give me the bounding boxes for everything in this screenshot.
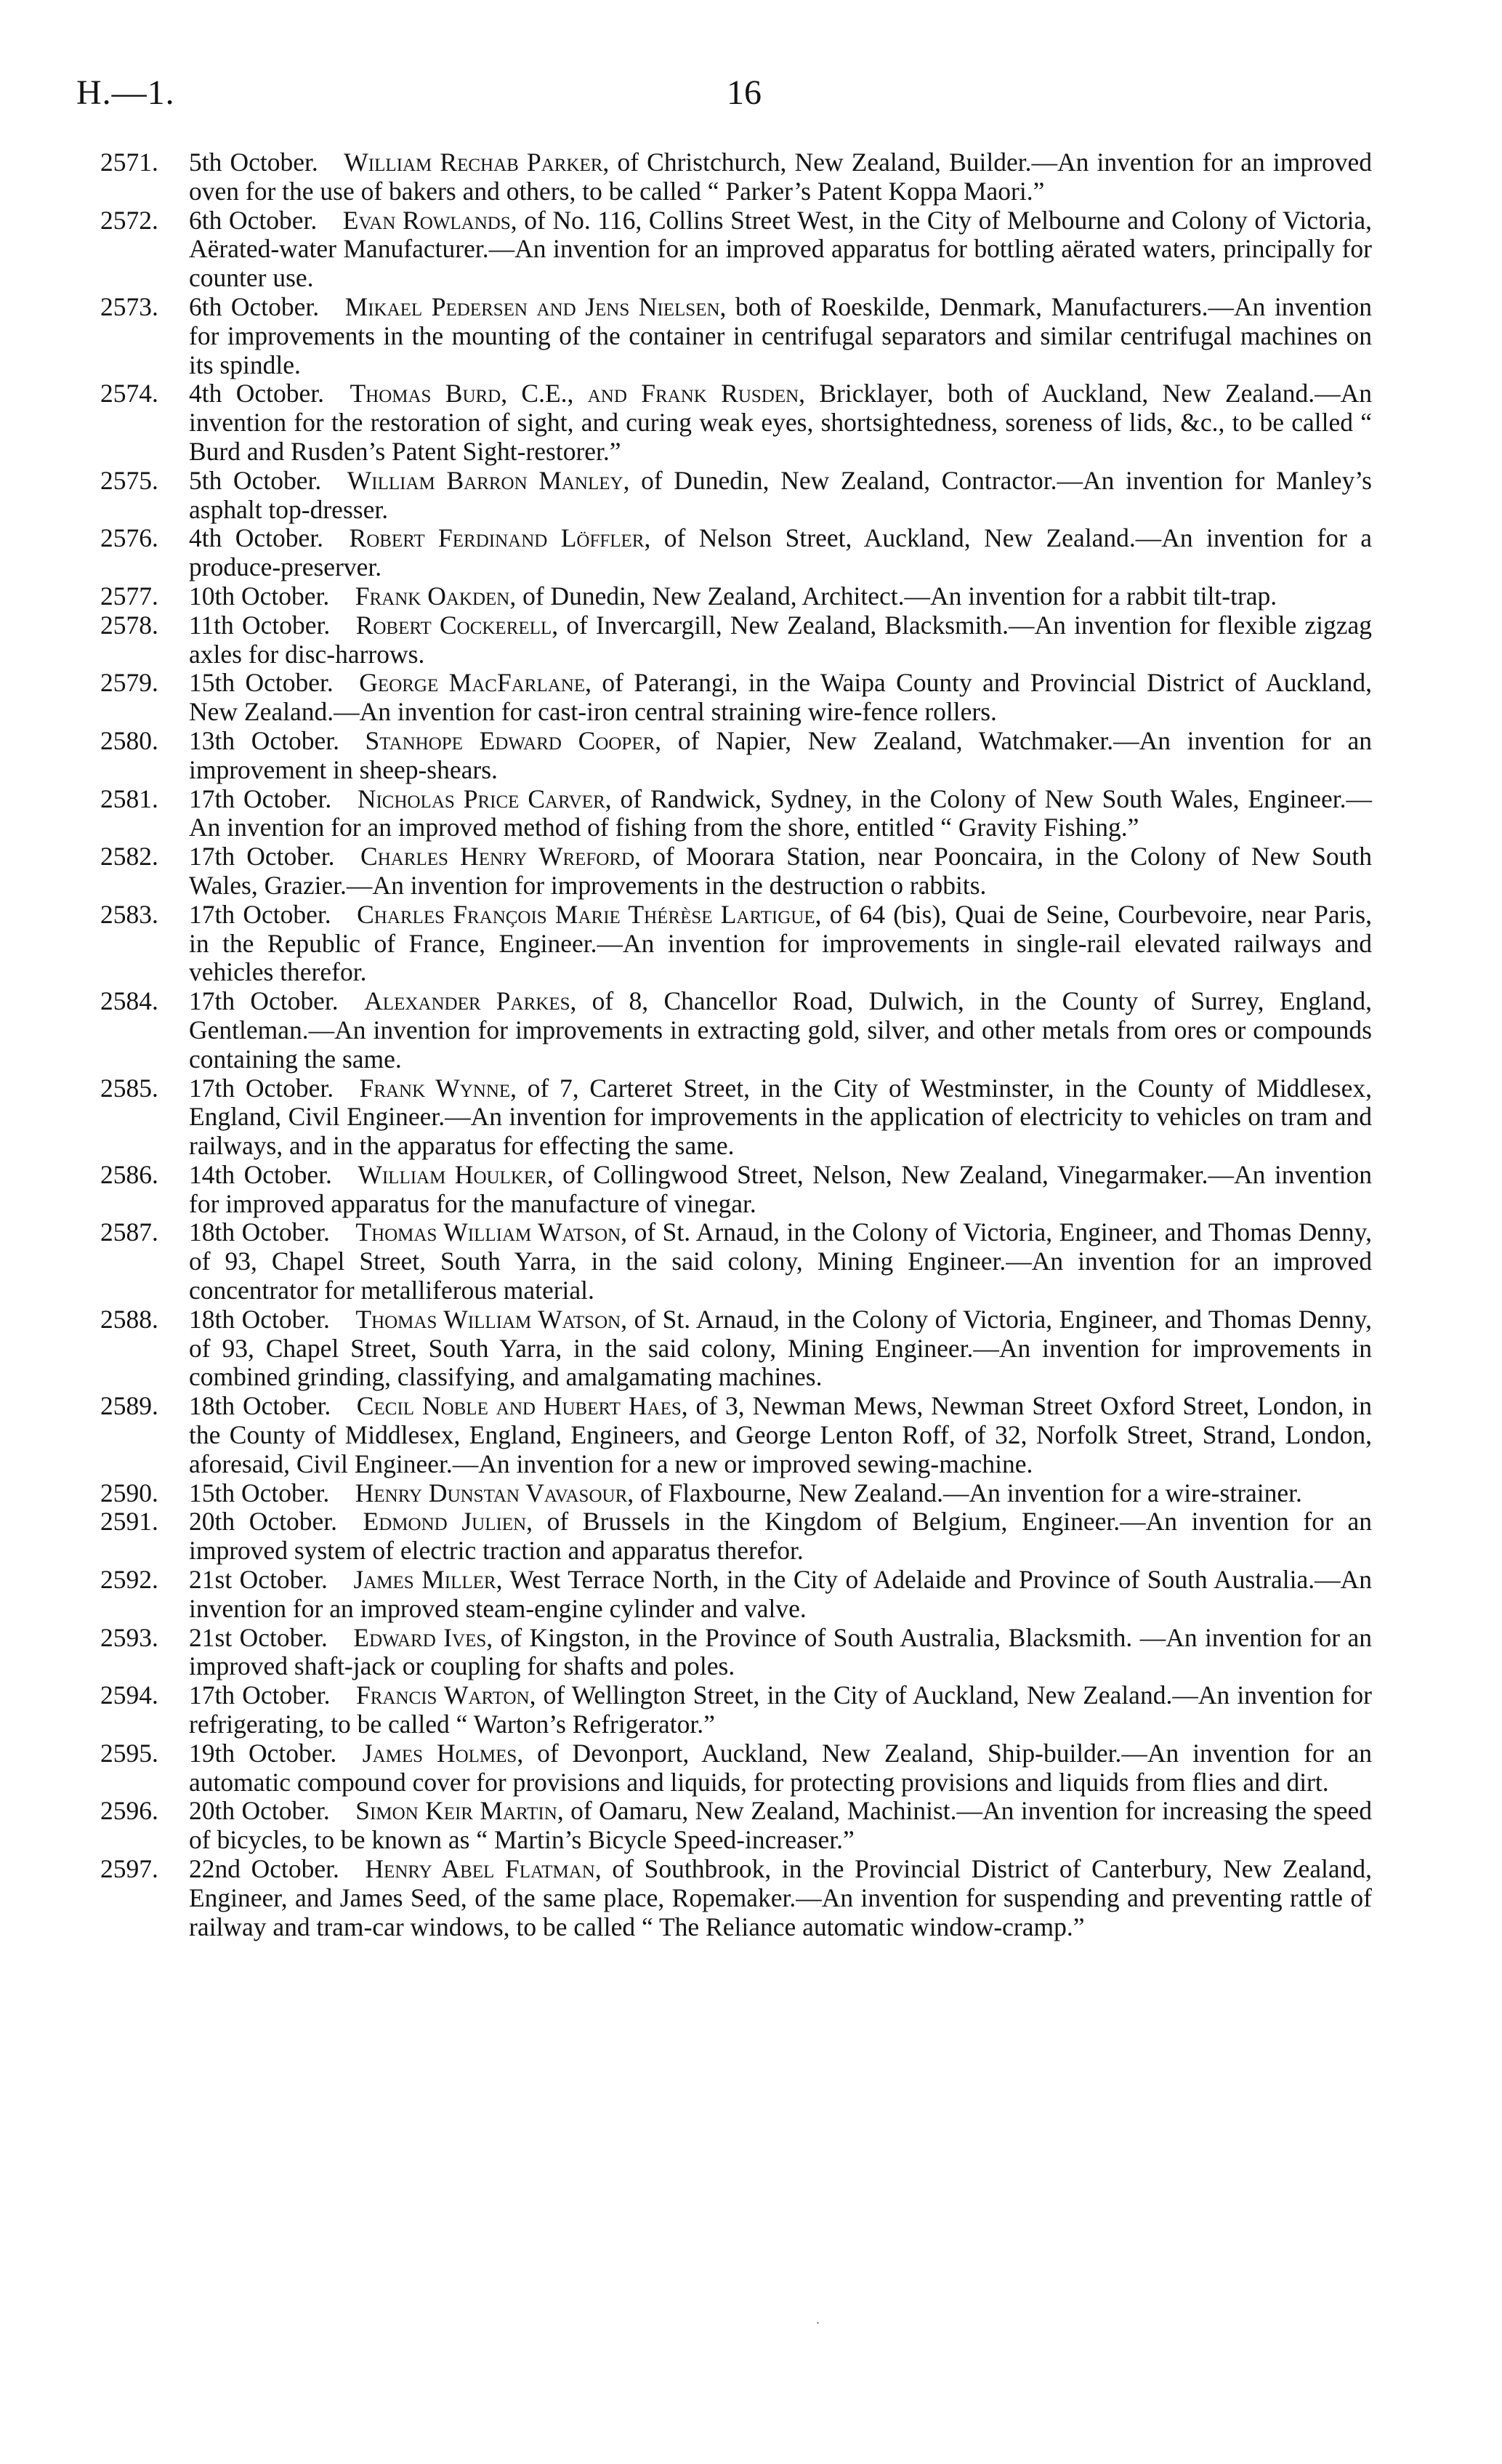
entry-number: 2591. [100,1507,158,1537]
entry-date: 6th October. [189,205,318,235]
entry-date: 17th October. [189,842,335,871]
entry-date: 18th October. [189,1391,331,1421]
entry-text: , of Collingwood Street, Nelson, New Zealand, Vinegarmaker.—An invention for improved apparatus for the manufacture of vinegar. [189,1159,1372,1218]
entry-number: 2592. [100,1565,158,1595]
entry-number: 2574. [100,379,158,408]
patent-entry [100,1681,1372,1739]
entry-applicants: Simon Keir Martin [355,1796,557,1826]
entry-applicants: Mikael Pedersen and Jens Nielsen [344,291,720,321]
entry-applicants: Charles François Marie Thérèse Lartigue [357,899,815,929]
entry-date: 20th October. [189,1507,338,1537]
entry-applicants: Frank Oakden [355,581,510,611]
patent-entry [100,582,1372,611]
entry-number: 2586. [100,1159,158,1189]
entry-number: 2577. [100,581,158,611]
entry-number: 2596. [100,1796,158,1826]
patent-entry [100,293,1372,379]
patent-entry [100,1479,1372,1508]
patent-entry [100,1305,1372,1392]
entry-number: 2589. [100,1391,158,1421]
entry-date: 10th October. [189,581,330,611]
entry-date: 17th October. [189,784,332,813]
patent-entry [100,1507,1372,1566]
entry-number: 2583. [100,899,158,929]
patent-entry [100,611,1372,669]
entry-applicants: Thomas William Watson [355,1217,621,1247]
entry-number: 2575. [100,465,158,495]
entry-text: , of 7, Carteret Street, in the City of Westminster, in the County of Middlesex, England, Civil Engineer.—An invention for improvements in the application of electricity to vehicles on tram and railways, and in the apparatus for effecting the same. [189,1073,1372,1161]
patent-entry [100,1566,1372,1624]
patent-entry [100,1797,1372,1855]
entry-applicants: George MacFarlane [359,668,586,698]
entry-number: 2579. [100,668,158,698]
patent-entry [100,1392,1372,1478]
document-reference: H.—1. [76,73,175,112]
patent-entry [100,148,1372,206]
entry-applicants: Robert Ferdinand Löffler [349,523,645,553]
entry-text: , of Wellington Street, in the City of Auckland, New Zealand.—An invention for refrigerating, to be called “ Warton’s Refrigerator.” [189,1680,1372,1739]
entry-number: 2582. [100,842,158,871]
entry-text: , of Moorara Station, near Pooncaira, in the Colony of New South Wales, Grazier.—An invention for improvements in the destruction o rabbits. [189,842,1372,900]
patent-entry [100,727,1372,785]
entry-date: 18th October. [189,1217,330,1247]
entry-text: , of Flaxbourne, New Zealand.—An invention for a wire-strainer. [627,1478,1302,1507]
entry-number: 2585. [100,1073,158,1103]
entry-date: 14th October. [189,1159,332,1189]
patent-entry [100,1624,1372,1682]
entry-applicants: Frank Wynne [359,1073,511,1103]
entry-number: 2580. [100,725,158,755]
entry-applicants: William Houlker [358,1159,547,1189]
entry-text: , of 3, Newman Mews, Newman Street Oxford Street, London, in the County of Middlesex, England, Engineers, and George Lenton Roff, of 32, Norfolk Street, Strand, London, aforesaid, Civil Engineer.—An invention for a new or improved sewing-machine. [189,1391,1372,1478]
entry-text: , of Dunedin, New Zealand, Contractor.—An invention for Manley’s asphalt top-dresser. [189,465,1372,524]
entry-applicants: Edmond Julien [363,1507,527,1537]
entry-number: 2576. [100,523,158,553]
entry-number: 2594. [100,1680,158,1710]
entry-applicants: Henry Abel Flatman [365,1854,595,1884]
patent-entry [100,1855,1372,1941]
entry-date: 17th October. [189,986,339,1016]
entry-date: 20th October. [189,1796,330,1826]
entry-text: , of St. Arnaud, in the Colony of Victoria, Engineer, and Thomas Denny, of 93, Chapel Street, South Yarra, in the said colony, Mining Engineer.—An invention for improvements in combined grinding, classifying, and amalgamating machines. [189,1304,1372,1392]
entry-text: , of Dunedin, New Zealand, Architect.—An invention for a rabbit tilt-trap. [509,581,1277,611]
entry-date: 21st October. [189,1565,328,1595]
entry-text: , of Brussels in the Kingdom of Belgium, Engineer.—An invention for an improved system of electric traction and apparatus therefor. [189,1507,1373,1566]
page-header [76,73,1384,131]
patent-entry [100,1074,1372,1161]
entry-date: 21st October. [189,1622,328,1652]
entry-date: 15th October. [189,1478,330,1507]
entry-text: , of Invercargill, New Zealand, Blacksmith.—An invention for flexible zigzag axles for disc-harrows. [189,610,1373,669]
entry-number: 2584. [100,986,158,1016]
entry-date: 4th October. [189,379,324,408]
entry-text: , West Terrace North, in the City of Adelaide and Province of South Australia.—An invention for an improved steam-engine cylinder and valve. [189,1565,1373,1623]
entry-applicants: Nicholas Price Carver [357,784,605,813]
entry-applicants: Evan Rowlands [342,205,511,235]
patent-entry [100,987,1372,1074]
entry-applicants: Edward Ives [353,1622,487,1652]
entry-text: , both of Roeskilde, Denmark, Manufacturers.—An invention for improvements in the mounting of the container in centrifugal separators and similar centrifugal machines on its spindle. [189,291,1372,379]
entry-text: , of No. 116, Collins Street West, in the City of Melbourne and Colony of Victoria, Aërated-water Manufacturer.—An invention for an improved apparatus for bottling aërated waters, principally for counter use. [189,205,1372,293]
entry-number: 2571. [100,148,158,177]
entry-date: 19th October. [189,1738,337,1768]
entry-applicants: James Miller [353,1565,496,1595]
entry-applicants: Charles Henry Wreford [360,842,635,871]
entry-date: 17th October. [189,1073,334,1103]
entry-date: 5th October. [189,465,322,495]
patent-entry [100,785,1372,843]
entry-applicants: Stanhope Edward Cooper [365,725,655,755]
entry-applicants: Thomas Burd, C.E., and Frank Rusden [350,379,799,408]
entry-applicants: William Barron Manley [347,465,623,495]
entry-applicants: Thomas William Watson [355,1304,621,1334]
entry-applicants: Robert Cockerell [355,610,552,640]
page-number: 16 [727,73,762,112]
entry-text: , of St. Arnaud, in the Colony of Victoria, Engineer, and Thomas Denny, of 93, Chapel Street, South Yarra, in the said colony, Mining Engineer.—An invention for an improved concentrator for metalliferous material. [189,1217,1372,1305]
entry-text: , of Devonport, Auckland, New Zealand, Ship-builder.—An invention for an automatic compound cover for provisions and liquids, for protecting provisions and liquids from flies and dirt. [189,1738,1372,1797]
entry-applicants: Alexander Parkes [364,986,570,1016]
entry-applicants: William Rechab Parker [344,148,603,177]
patent-entry [100,669,1372,727]
patent-entry [100,1739,1372,1797]
entry-date: 17th October. [189,899,331,929]
entry-number: 2581. [100,784,158,813]
entry-date: 11th October. [189,610,331,640]
patent-entry [100,206,1372,293]
entry-text: , of Nelson Street, Auckland, New Zealand.—An invention for a produce-preserver. [189,523,1373,582]
entry-date: 6th October. [189,291,320,321]
entry-text: , of 64 (bis), Quai de Seine, Courbevoire, near Paris, in the Republic of France, Engineer.—An invention for improvements in single-rail elevated railways and vehicles therefor. [189,899,1372,987]
entry-number: 2595. [100,1738,158,1768]
entry-applicants: Francis Warton [356,1680,530,1710]
entry-date: 22nd October. [189,1854,339,1884]
entry-date: 5th October. [189,148,318,177]
entry-number: 2593. [100,1622,158,1652]
entry-applicants: Cecil Noble and Hubert Haes [356,1391,682,1421]
patent-entry [100,842,1372,901]
footer-mark: . [816,2311,820,2327]
entry-text: , of Paterangi, in the Waipa County and Provincial District of Auckland, New Zealand.—An invention for cast-iron central straining wire-fence rollers. [189,668,1372,727]
entry-text: , of Napier, New Zealand, Watchmaker.—An invention for an improvement in sheep-shears. [189,725,1372,784]
entry-number: 2590. [100,1478,158,1507]
entry-number: 2573. [100,291,158,321]
entry-applicants: James Holmes [362,1738,517,1768]
patent-entry [100,467,1372,525]
entry-date: 4th October. [189,523,324,553]
patent-entry [100,524,1372,582]
entry-text: , of Oamaru, New Zealand, Machinist.—An invention for increasing the speed of bicycles, to be known as “ Martin’s Bicycle Speed-increaser.” [189,1796,1372,1855]
entry-date: 15th October. [189,668,334,698]
entry-number: 2587. [100,1217,158,1247]
entry-applicants: Henry Dunstan Vavasour [355,1478,628,1507]
entry-text: , of 8, Chancellor Road, Dulwich, in the County of Surrey, England, Gentleman.—An invention for improvements in extracting gold, silver, and other metals from ores or compounds containing the same. [189,986,1373,1074]
entry-text: , Bricklayer, both of Auckland, New Zealand.—An invention for the restoration of sight, and curing weak eyes, shortsightedness, soreness of lids, &c., to be called “ Burd and Rusden’s Patent Sight-restorer.” [189,379,1372,466]
entry-number: 2578. [100,610,158,640]
entry-date: 13th October. [189,725,340,755]
patent-entry [100,901,1372,987]
entry-text: , of Southbrook, in the Provincial District of Canterbury, New Zealand, Engineer, and James Seed, of the same place, Ropemaker.—An invention for suspending and preventing rattle of railway and tram-car windows, to be called “ The Reliance automatic window-cramp.” [189,1854,1372,1941]
patent-entry [100,1161,1372,1219]
patent-entry-list [100,148,1372,1941]
entry-number: 2572. [100,205,158,235]
patent-entry [100,1218,1372,1305]
entry-text: , of Christchurch, New Zealand, Builder.—An invention for an improved oven for the use of bakers and others, to be called “ Parker’s Patent Koppa Maori.” [189,148,1372,206]
entry-number: 2588. [100,1304,158,1334]
entry-date: 17th October. [189,1680,331,1710]
entry-text: , of Kingston, in the Province of South Australia, Blacksmith. —An invention for an improved shaft-jack or coupling for shafts and poles. [189,1622,1372,1681]
entry-date: 18th October. [189,1304,330,1334]
entry-number: 2597. [100,1854,158,1884]
entry-text: , of Randwick, Sydney, in the Colony of New South Wales, Engineer.—An invention for an improved method of fishing from the shore, entitled “ Gravity Fishing.” [189,784,1372,842]
patent-entry [100,379,1372,466]
